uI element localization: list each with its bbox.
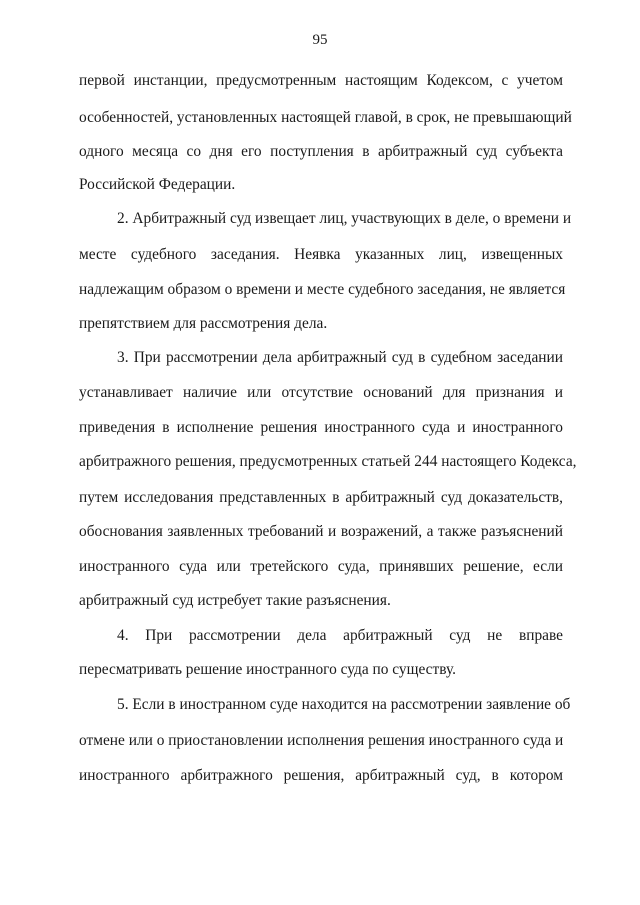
page-number: 95: [312, 32, 328, 48]
text-line: первой инстанции, предусмотренным настоящим Кодексом, с учетом: [79, 72, 563, 89]
text-line: надлежащим образом о времени и месте судебного заседания, не является: [79, 281, 566, 298]
text-line: особенностей, установленных настоящей главой, в срок, не превышающий: [79, 109, 572, 126]
text-line: иностранного суда или третейского суда, принявших решение, если: [79, 558, 563, 575]
text-line: приведения в исполнение решения иностранного суда и иностранного: [79, 419, 563, 436]
text-line: пересматривать решение иностранного суда по существу.: [79, 661, 456, 678]
text-line: обоснования заявленных требований и возражений, а также разъяснений: [79, 523, 563, 540]
text-line: арбитражного решения, предусмотренных статьей 244 настоящего Кодекса,: [79, 453, 577, 470]
text-line: 5. Если в иностранном суде находится на рассмотрении заявление об: [117, 696, 571, 713]
text-line: 2. Арбитражный суд извещает лиц, участвующих в деле, о времени и: [117, 210, 572, 227]
text-line: иностранного арбитражного решения, арбитражный суд, в котором: [79, 767, 563, 784]
text-line: арбитражный суд истребует такие разъяснения.: [79, 592, 391, 609]
text-line: одного месяца со дня его поступления в арбитражный суд субъекта: [79, 143, 563, 160]
text-line: 4. При рассмотрении дела арбитражный суд не вправе: [117, 627, 563, 644]
text-line: месте судебного заседания. Неявка указанных лиц, извещенных: [79, 246, 563, 263]
text-line: путем исследования представленных в арбитражный суд доказательств,: [79, 489, 563, 506]
text-line: Российской Федерации.: [79, 176, 236, 193]
text-line: устанавливает наличие или отсутствие оснований для признания и: [79, 384, 563, 401]
text-line: отмене или о приостановлении исполнения решения иностранного суда и: [79, 732, 564, 749]
text-line: препятствием для рассмотрения дела.: [79, 315, 328, 332]
text-line: 3. При рассмотрении дела арбитражный суд в судебном заседании: [117, 349, 563, 366]
